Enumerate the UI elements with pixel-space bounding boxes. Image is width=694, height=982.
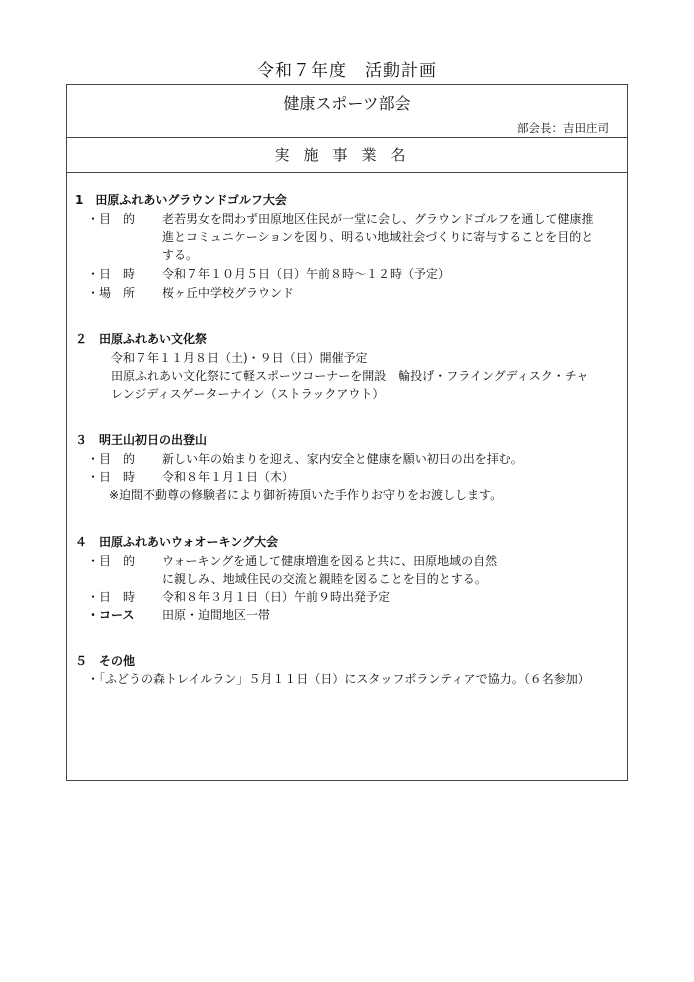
section-1-purpose-label: ・目 的	[87, 212, 136, 226]
plan-table	[66, 84, 628, 781]
table-header: 実施事業名	[67, 138, 627, 173]
section-4-course-label: ・コース	[87, 608, 135, 622]
section-3-date: 令和８年１月１日（木）	[162, 470, 295, 484]
section-4-title: ４ 田原ふれあいウォオーキング大会	[75, 535, 279, 549]
section-3-note: ※迫間不動尊の修験者により御祈祷頂いた手作りお守りをお渡しします。	[109, 488, 503, 502]
section-3-date-label: ・日 時	[87, 470, 136, 484]
section-3-purpose-label: ・目 的	[87, 452, 136, 466]
section-4-course: 田原・迫間地区一帯	[162, 608, 271, 622]
section-1-purpose-line-2: 進とコミュニケーションを図り、明るい地域社会づくりに寄与することを目的と	[162, 230, 594, 244]
section-2-line-2: 田原ふれあい文化祭にて軽スポーツコーナーを開設 輪投げ・フライングディスク・チャ	[111, 369, 589, 383]
section-5-line: ・「ふどうの森トレイルラン」５月１１日（日）にスタッフボランティアで協力。（６名参加）	[87, 672, 590, 686]
section-5-title: ５ その他	[75, 654, 136, 668]
section-4-date-label: ・日 時	[87, 590, 136, 604]
department-name: 健康スポーツ部会	[283, 94, 411, 113]
section-1-title: 1 田原ふれあいグラウンドゴルフ大会	[75, 193, 287, 207]
section-4-date: 令和８年３月１日（日）午前９時出発予定	[162, 590, 391, 604]
section-4-purpose-line-2: に親しみ、地域住民の交流と親睦を図ることを目的とする。	[162, 572, 487, 586]
section-1-place: 桜ヶ丘中学校グラウンド	[162, 286, 295, 300]
section-2-line-1: 令和７年１１月８日（土)・９日（日）開催予定	[111, 351, 368, 365]
department-row	[67, 85, 627, 138]
department-leader: 部会長：吉田庄司	[517, 121, 609, 135]
section-3-purpose: 新しい年の始まりを迎え、家内安全と健康を願い初日の出を拝む。	[162, 452, 523, 466]
section-2-title: ２ 田原ふれあい文化祭	[75, 332, 208, 346]
page-title: 令和７年度 活動計画	[257, 61, 437, 81]
section-1-place-label: ・場 所	[87, 286, 136, 300]
section-1-purpose-line-3: する。	[162, 248, 199, 262]
section-1-date-label: ・日 時	[87, 267, 136, 281]
section-2-line-3: レンジディスゲーターナイン（ストラックアウト）	[111, 387, 385, 401]
section-1-date: 令和７年１０月５日（日）午前８時～１２時（予定）	[162, 267, 451, 281]
section-4-purpose-label: ・目 的	[87, 554, 136, 568]
section-4-purpose-line-1: ウォーキングを通して健康増進を図ると共に、田原地域の自然	[162, 554, 498, 568]
section-3-title: ３ 明王山初日の出登山	[75, 433, 208, 447]
section-1-purpose-line-1: 老若男女を問わず田原地区住民が一堂に会し、グラウンドゴルフを通して健康推	[162, 212, 594, 226]
